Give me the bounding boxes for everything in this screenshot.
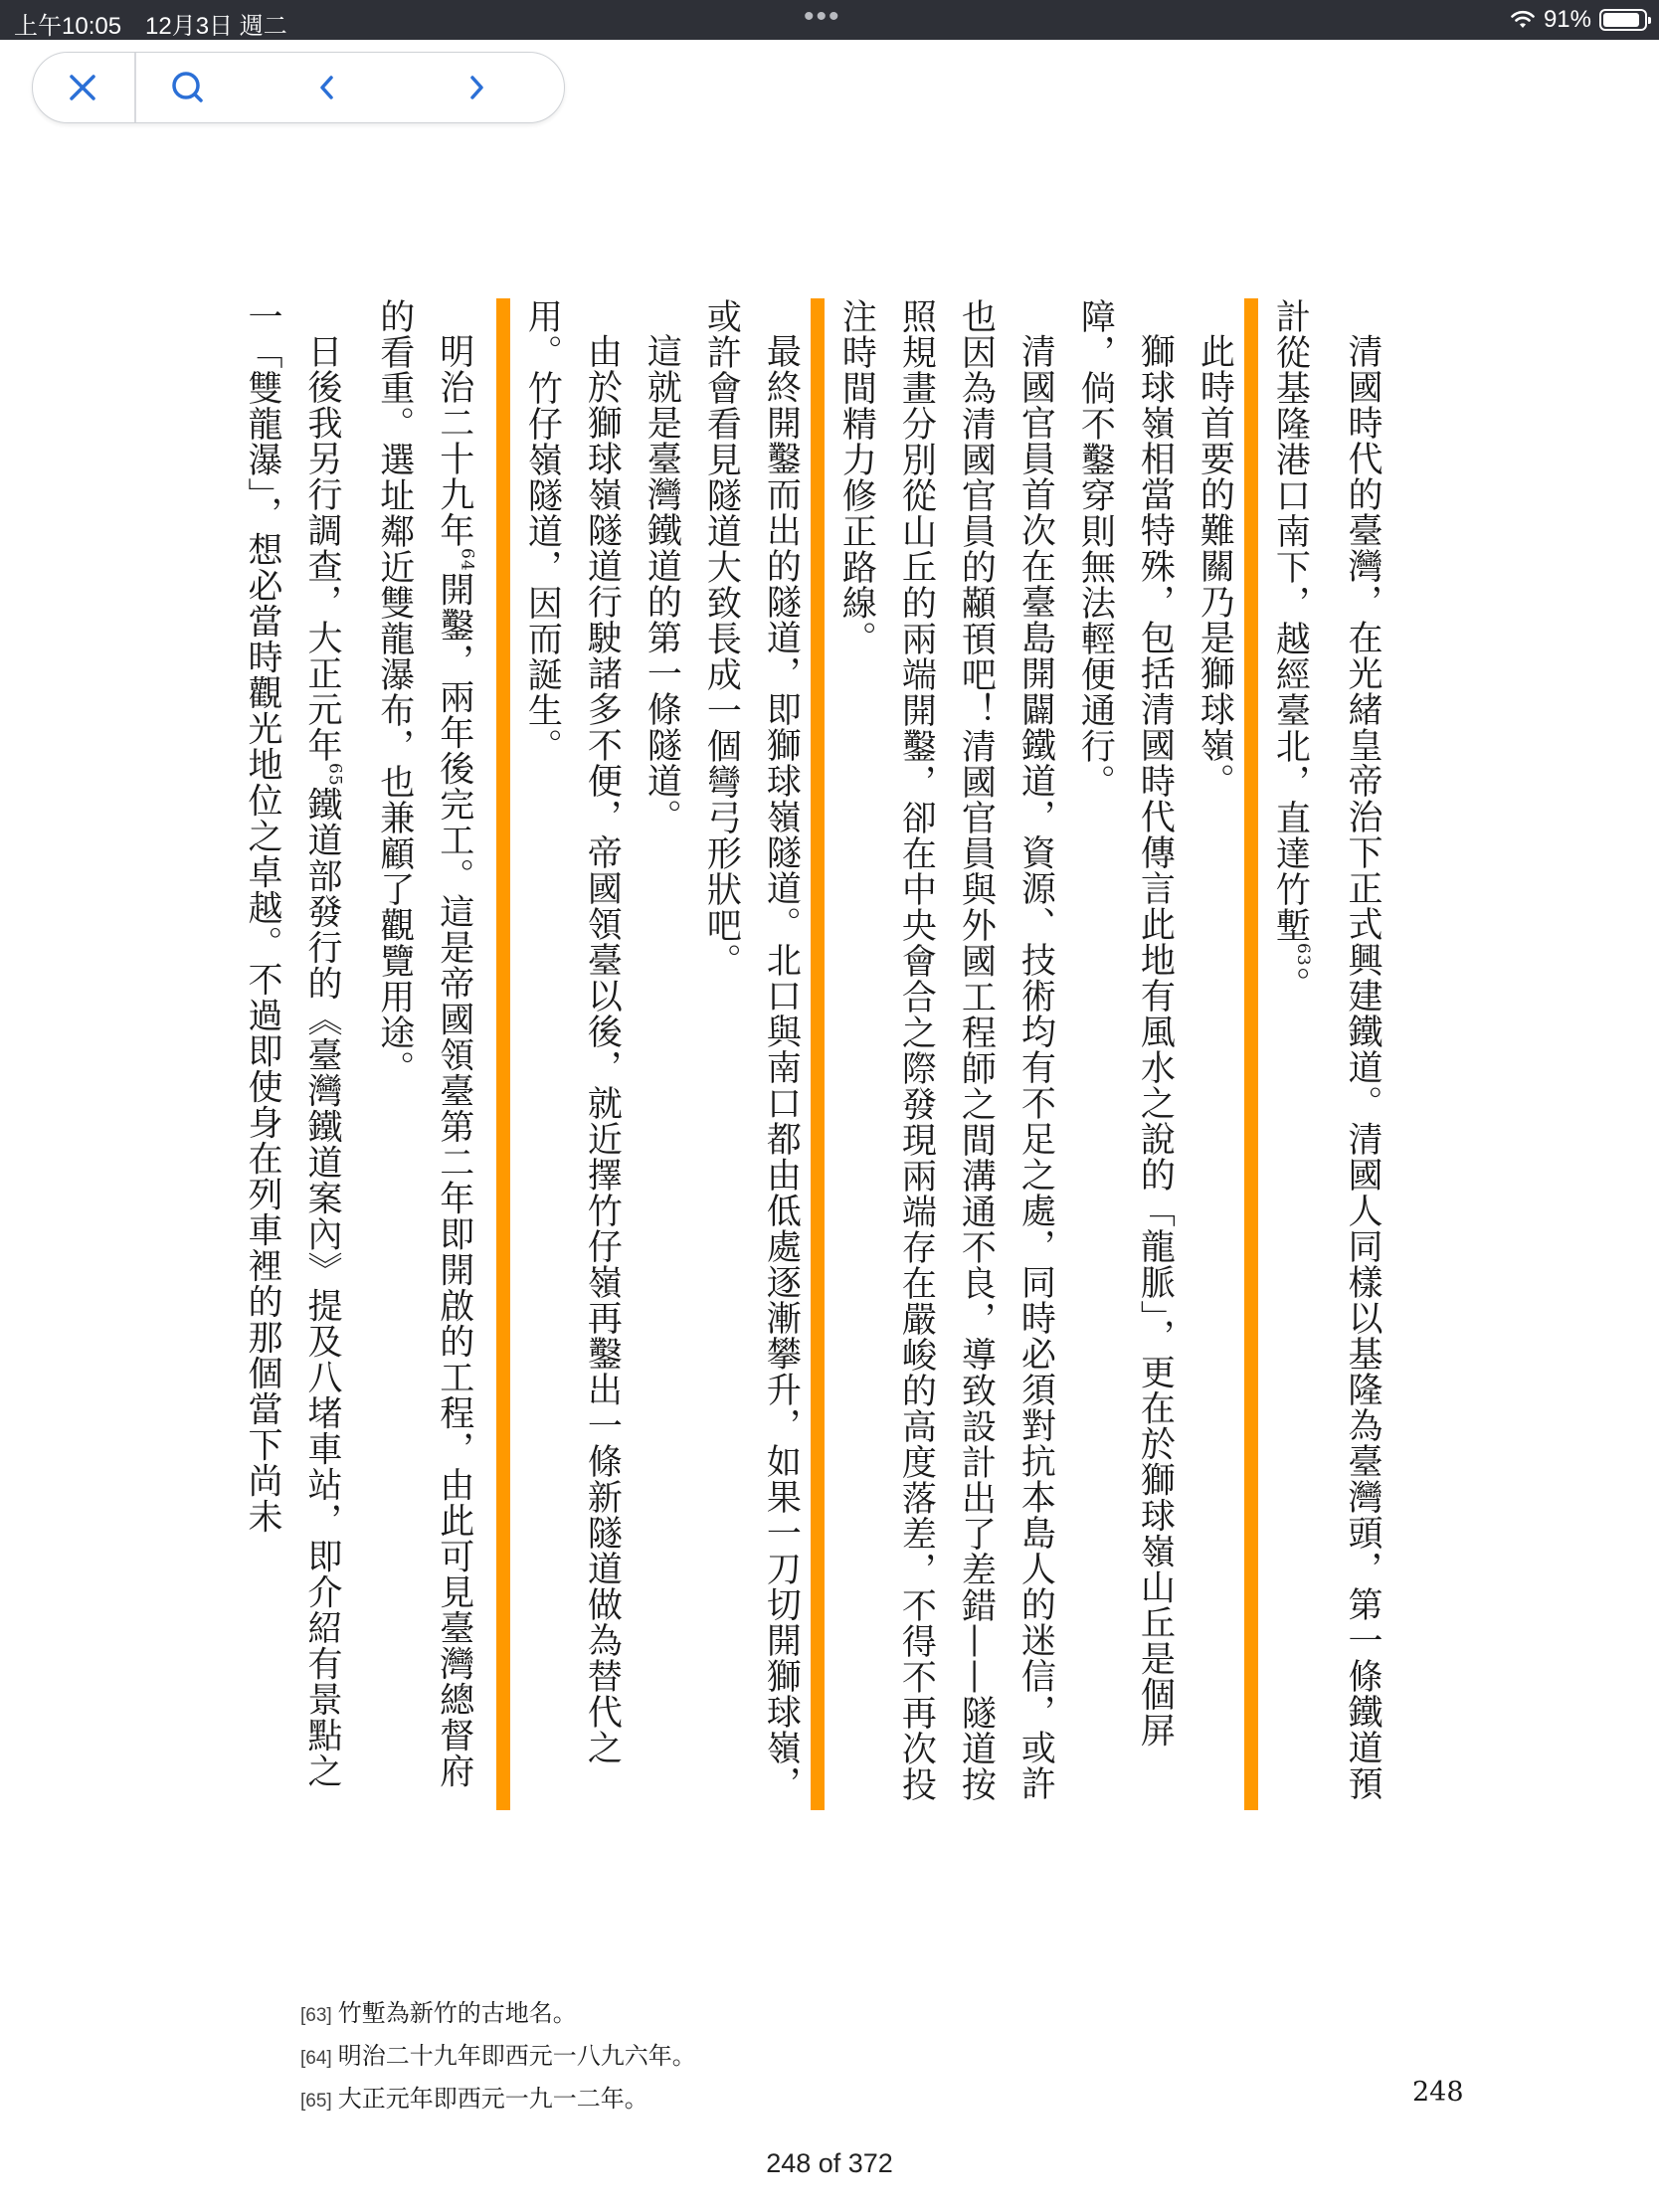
close-icon [66,71,99,104]
book-page [243,298,1392,1810]
multitasking-dots[interactable]: ••• [804,0,841,33]
reader-toolbar [32,52,565,123]
search-icon [169,69,207,106]
paragraph-1-highlighted[interactable]: 清國時代的臺灣，在光緒皇帝治下正式興建鐵道。清國人同樣以基隆為臺灣頭，第一條鐵道預計從基隆港口南下，越經臺北，直達竹塹$^{63}$。 [1244,298,1392,1810]
wifi-icon [1510,10,1536,30]
footnotes [300,1993,696,2121]
footnote-ref-64[interactable]: 64 [457,548,477,572]
status-time: 上午10:05 [14,13,122,40]
footnote-ref-65[interactable]: 65 [324,763,345,787]
battery-percent: 91% [1543,6,1591,33]
paragraph-2[interactable]: 此時首要的難關乃是獅球嶺。 [1195,333,1235,799]
paragraph-7-highlighted[interactable]: 由於獅球嶺隧道行駛諸多不便，帝國領臺以後，就近擇竹仔嶺再鑿出一條新隧道做為替代之用。竹仔嶺隧道，因而誕生。 [496,298,632,1810]
battery-level [1603,13,1639,27]
search-button[interactable] [138,53,238,122]
paragraph-8[interactable]: 明治二十九年$^{64}$開鑿，兩年後完工。這是帝國領臺第二年即開啟的工程，由此可見臺灣總督府的看重。選址鄰近雙龍瀑布，也兼顧了觀覽用途。 [374,298,477,1789]
status-date: 12月3日 週二 [145,13,287,40]
page-number: 248 [1412,2077,1464,2108]
paragraph-4-highlighted[interactable]: 清國官員首次在臺島開闢鐵道，資源、技術均有不足之處，同時必須對抗本島人的迷信，或許也因為清國官員的顢頇吧！清國官員與外國工程師之間溝通不良，導致設計出了差錯——隧道按照規畫分別從山丘的兩端開鑿，卻在中央會合之際發現兩端存在嚴峻的高度落差，不得不再次投注時間精力修正路線。 [811,298,1065,1810]
next-result-button[interactable] [427,53,526,122]
footnote-64: [64] 明治二十九年即西元一八九六年。 [300,2042,696,2070]
close-button[interactable] [33,53,132,122]
chevron-left-icon [315,73,339,102]
footnote-ref-63[interactable]: 63 [1293,943,1313,967]
chevron-right-icon [464,73,488,102]
toolbar-divider [134,53,136,122]
paragraph-9[interactable]: 日後我另行調查，大正元年$^{65}$鐵道部發行的《臺灣鐵道案內》提及八堵車站，即介紹有景點之一「雙龍瀑」，想必當時觀光地位之卓越。不過即使身在列車裡的那個當下尚未 [243,298,345,1789]
paragraph-6[interactable]: 這就是臺灣鐵道的第一條隧道。 [642,333,682,834]
paragraph-3[interactable]: 獅球嶺相當特殊，包括清國時代傳言此地有風水之說的「龍脈」，更在於獅球嶺山丘是個屏障，倘不鑿穿則無法輕便通行。 [1075,298,1176,1749]
vertical-text-body[interactable] [233,298,1392,1810]
footnote-65: [65] 大正元年即西元一九一二年。 [300,2085,648,2113]
page-counter: 248 of 372 [766,2148,893,2178]
status-right [1510,6,1647,34]
status-bar [0,0,1659,40]
paragraph-5[interactable]: 最終開鑿而出的隧道，即獅球嶺隧道。北口與南口都由低處逐漸攀升，如果一刀切開獅球嶺，或許會看見隧道大致長成一個彎弓形狀吧。 [701,298,802,1801]
previous-result-button[interactable] [277,53,377,122]
battery-icon [1599,9,1647,31]
footnote-63: [63] 竹塹為新竹的古地名。 [300,1999,577,2027]
